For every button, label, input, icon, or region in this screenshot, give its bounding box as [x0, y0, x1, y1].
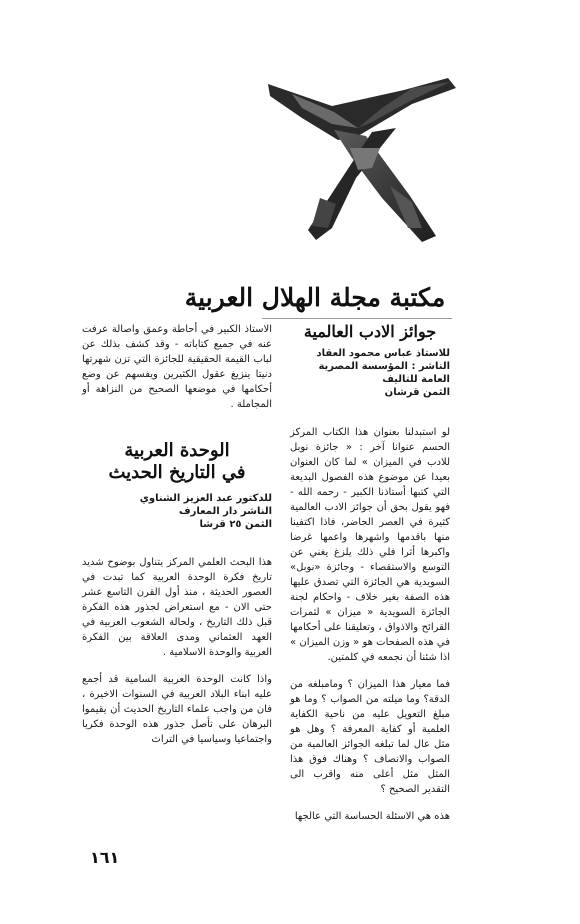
article-1-continuation: الاستاذ الكبير في أحاطة وعمق واصالة عرفت عنه في جميع كتاباته - وقد كشف بذلك عن لباب القيمة الحقيقية للجائزة التي تزن شهرتها دنيتا ينزيغ عقول الكثيرين ويفسهم عن وضع أحكامها في موضعها الصحيح من النزاهة أو المجاملة .: [82, 324, 272, 410]
article-1-byline: [290, 347, 450, 399]
right-column: [290, 322, 450, 824]
article-1-paragraph: فما معيار هذا الميزان ؟ ومامبلغه من الدقة؟ وما ميلته من الصواب ؟ وما هو مبلغ التعويل عليه من ناحية الكفاية العلمية أو كفاية المعرفة ؟ وهل هو مثل عال لما تبلغه الجوائز العالمية من الصواب والانصاف ؟ وهناك فوق هذا المثل مثل أعلى منه واقرب الى التقدير الصحيح ؟: [290, 679, 450, 795]
article-2-title-line: في التاريخ الحديث: [108, 462, 246, 483]
left-column: [82, 322, 272, 747]
article-2-author: للدكتور عبد العزيز الشناوي: [139, 493, 272, 504]
article-1-title: جوائز الادب العالمية: [303, 322, 437, 341]
article-1-paragraph: لو استبدلنا بعنوان هذا الكتاب المركز الحسم عنوانا آخر : « جائزة نوبل للادب في الميزان » لما كان العنوان بعيدا عن موضوع هذه الفصول البديعة التي كتبها أستاذنا الكبير - رحمه الله - فهو يقول بحق أن جوائز الادب العالمية كثيرة في العصر الحاضر، فاذا اكتفينا منها باقدمها واشهرها واعمها غرضا واكبرها أثرا فلي ذلك يلزغ يغني عن التوسع والاستقصاء - وجائزة «نوبل» السويدية هي الجائزة التي تصدق عليها هذه الصفة بغير خلاف - واحكام لجنة الجائزة السويدية « ميزان » لثمرات القرائح والاذواق ، وتعليقنا على أحكامها في هذه الصفحات هو « وزن الميزان » اذا شئنا أن نجمعه في كلمتين.: [290, 427, 450, 663]
article-2-paragraph: واذا كانت الوحدة العربية السامية قد أجمع عليه ابناء البلاد العربية في السنوات الاخيرة ، فان من واجب علماء التاريخ الحديث أن يقيموا البرهان على تأصل جذور هذه الوحدة فكريا واجتماعيا وسياسيا في التراث: [82, 674, 272, 745]
article-2-paragraph: هذا البحث العلمي المركز يتناول بوضوح شديد تاريخ فكرة الوحدة العربية كما تبدت في العصور الحديثة ، منذ أول القرن التاسع عشر حتى الان - مع استعراض لجذور هذه الفكرة قبل ذلك التاريخ ، ولحالة الشعوب العربية في العهد العثماني ومدى العلاقة بين الفكرة العربية والوحدة الاسلامية .: [82, 557, 272, 658]
title-underline: [262, 318, 452, 319]
article-1-author: للاستاذ عباس محمود العقاد: [316, 348, 450, 359]
article-2-publisher: الناشر دار المعارف: [178, 506, 272, 517]
page-number: ١٦١: [90, 848, 120, 867]
article-1-publisher: الناشر : المؤسسة المصرية العامة للتاليف: [318, 361, 450, 385]
section-title: مكتبة مجلة الهلال العربية: [184, 283, 446, 312]
article-2-title-line: الوحدة العربية: [124, 440, 230, 461]
article-2-title: [82, 440, 272, 484]
quran-stand-illustration: [262, 78, 458, 248]
article-2-byline: [82, 492, 272, 531]
article-1-price: الثمن قرشان: [384, 387, 450, 398]
article-1-paragraph: هذه هي الاسئلة الحساسة التي عالجها: [294, 811, 450, 822]
article-2-price: الثمن ٢٥ قرشا: [199, 519, 272, 530]
